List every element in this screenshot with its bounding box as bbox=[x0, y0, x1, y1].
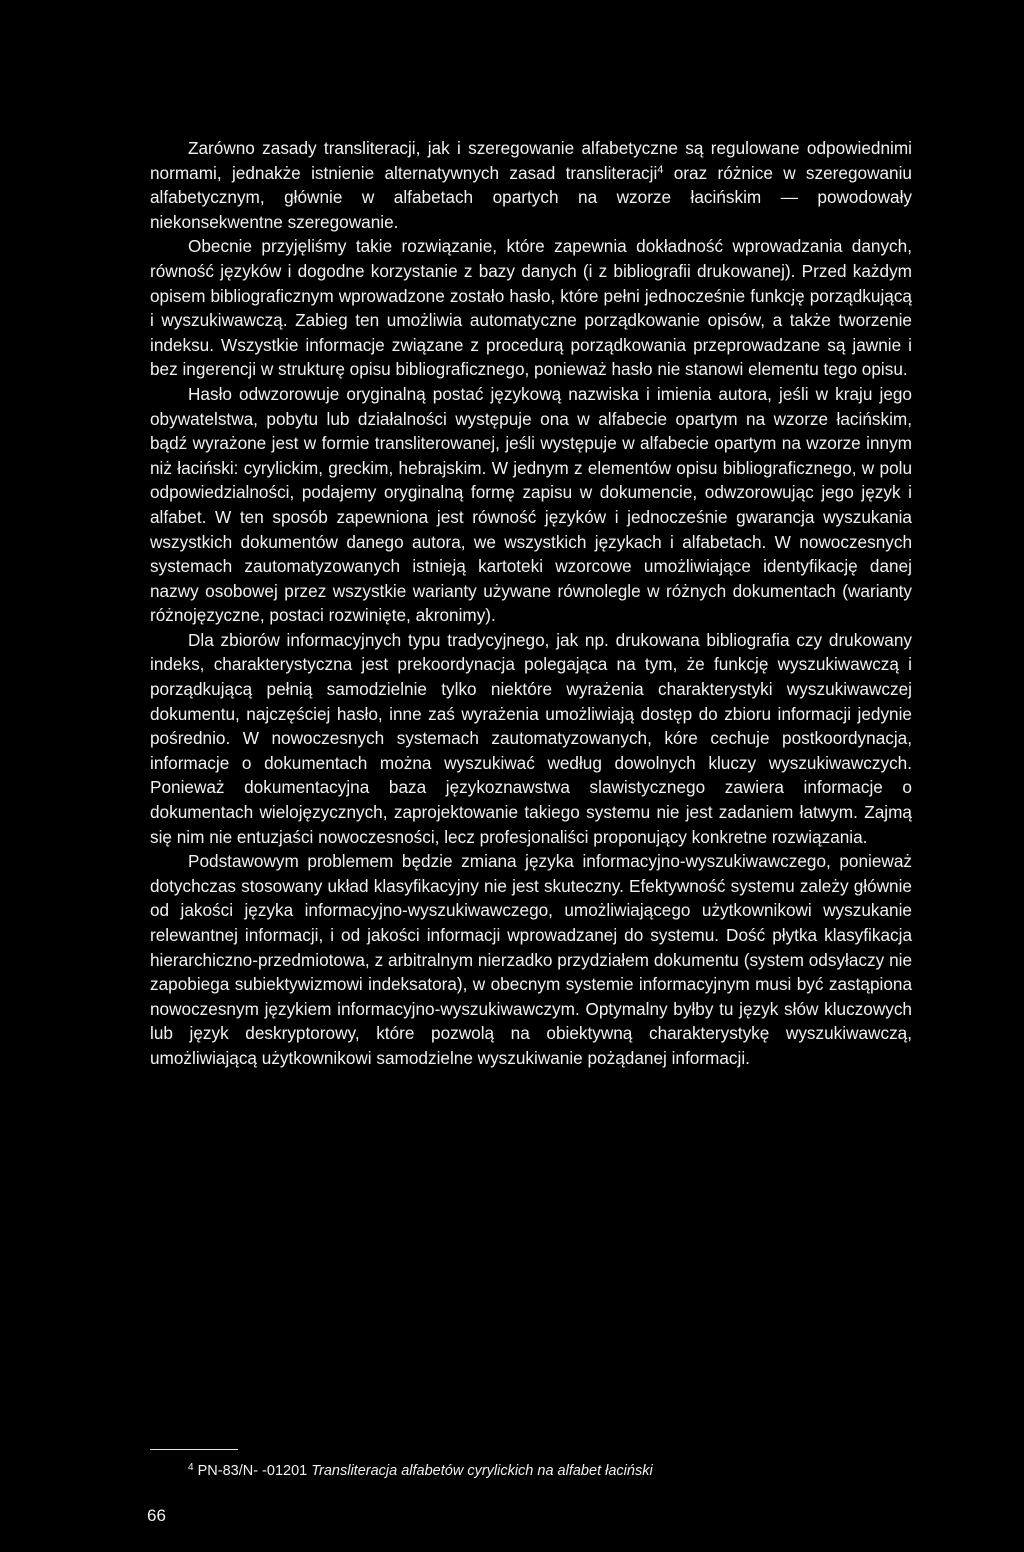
footnote-code: PN-83/N- -01201 bbox=[193, 1463, 312, 1479]
paragraph-transliteration-text: Zarówno zasady transliteracji, jak i szeregowanie alfabetyczne są regulowane odpowiednimi normami, jednakże istnienie alternatywnych zasad transliteracji bbox=[150, 138, 912, 183]
footnote-title: Transliteracja alfabetów cyrylickich na alfabet łaciński bbox=[311, 1463, 653, 1479]
page-body bbox=[150, 136, 912, 1071]
page-number: 66 bbox=[147, 1506, 166, 1525]
footnote-reference[interactable]: 4 bbox=[657, 163, 664, 176]
paragraph-current-solution: Obecnie przyjęliśmy takie rozwiązanie, które zapewnia dokładność wprowadzania danych, równość języków i dogodne korzystanie z bazy danych (i z bibliografii drukowanej). Przed każdym opisem bibliograficznym wprowadzone zostało hasło, które pełni jednocześnie funkcję porządkującą i wyszukiwawczą. Zabieg ten umożliwia automatyczne porządkowanie opisów, a także tworzenie indeksu. Wszystkie informacje związane z procedurą porządkowania przeprowadzane są jawnie i bez ingerencji w strukturę opisu bibliograficznego, ponieważ hasło nie stanowi elementu tego opisu. bbox=[150, 236, 912, 380]
paragraph-transliteration bbox=[150, 136, 912, 234]
footnote-divider bbox=[150, 1449, 238, 1450]
paragraph-traditional-collections: Dla zbiorów informacyjnych typu tradycyjnego, jak np. drukowana bibliografia czy drukowany indeks, charakterystyczna jest prekoordynacja polegająca na tym, że funkcję wyszukiwawczą i porządkującą pełnią samodzielnie tylko niektóre wyrażenia charakterystyki wyszukiwawczej dokumentu, najczęściej hasło, inne zaś wyrażenia umożliwiają dostęp do zbioru informacji jedynie pośrednio. W nowoczesnych systemach zautomatyzowanych, kóre cechuje postkoordynacja, informacje o dokumentach można wyszukiwać według dowolnych kluczy wyszukiwawczych. Ponieważ dokumentacyjna baza językoznawstwa slawistycznego zawiera informacje o dokumentach wielojęzycznych, zaprojektowanie takiego systemu nie jest zadaniem łatwym. Zajmą się nim nie entuzjaści nowoczesności, lecz profesjonaliści proponujący konkretne rozwiązania. bbox=[150, 629, 912, 847]
paragraph-transliteration-continuation: oraz różnice w szeregowaniu alfabetycznym, głównie w alfabetach opartych na wzorze łacińskim — powodowały niekonsekwentne szeregowanie. bbox=[150, 162, 912, 232]
paragraph-heading-mapping: Hasło odwzorowuje oryginalną postać językową nazwiska i imienia autora, jeśli w kraju jego obywatelstwa, pobytu lub działalności występuje ona w alfabecie opartym na wzorze łacińskim, bądź wyrażone jest w formie transliterowanej, jeśli występuje w alfabecie opartym na wzorze innym niż łaciński: cyrylickim, greckim, hebrajskim. W jednym z elementów opisu bibliograficznego, w polu odpowiedzialności, podajemy oryginalną formę zapisu w dokumencie, odwzorowując jego język i alfabet. W ten sposób zapewniona jest równość języków i jednocześnie gwarancja wyszukania wszystkich dokumentów danego autora, we wszystkich językach i alfabetach. W nowoczesnych systemach zautomatyzowanych istnieją kartoteki wzorcowe umożliwiające identyfikację danej nazwy osobowej przez wszystkie warianty używane równolegle w różnych dokumentach (warianty różnojęzyczne, postaci rozwinięte, akronimy). bbox=[150, 383, 912, 626]
footnote bbox=[188, 1462, 653, 1480]
paragraph-retrieval-language: Podstawowym problemem będzie zmiana języka informacyjno-wyszukiwawczego, ponieważ dotychczas stosowany układ klasyfikacyjny nie jest skuteczny. Efektywność systemu zależy głównie od jakości języka informacyjno-wyszukiwawczego, umożliwiającego użytkownikowi wyszukanie relewantnej informacji, i od jakości informacji wprowadzanej do systemu. Dość płytka klasyfikacja hierarchiczno-przedmiotowa, z arbitralnym nierzadko przydziałem dokumentu (system odsyłaczy nie zapobiega subiektywizmowi indeksatora), w obecnym systemie informacyjnym musi być zastąpiona nowoczesnym językiem informacyjno-wyszukiwawczym. Optymalny byłby tu język słów kluczowych lub język deskryptorowy, które pozwolą na obiektywną charakterystykę wyszukiwawczą, umożliwiającą użytkownikowi samodzielne wyszukiwanie pożądanej informacji. bbox=[150, 851, 912, 1068]
footnote-marker: 4 bbox=[188, 1462, 194, 1473]
